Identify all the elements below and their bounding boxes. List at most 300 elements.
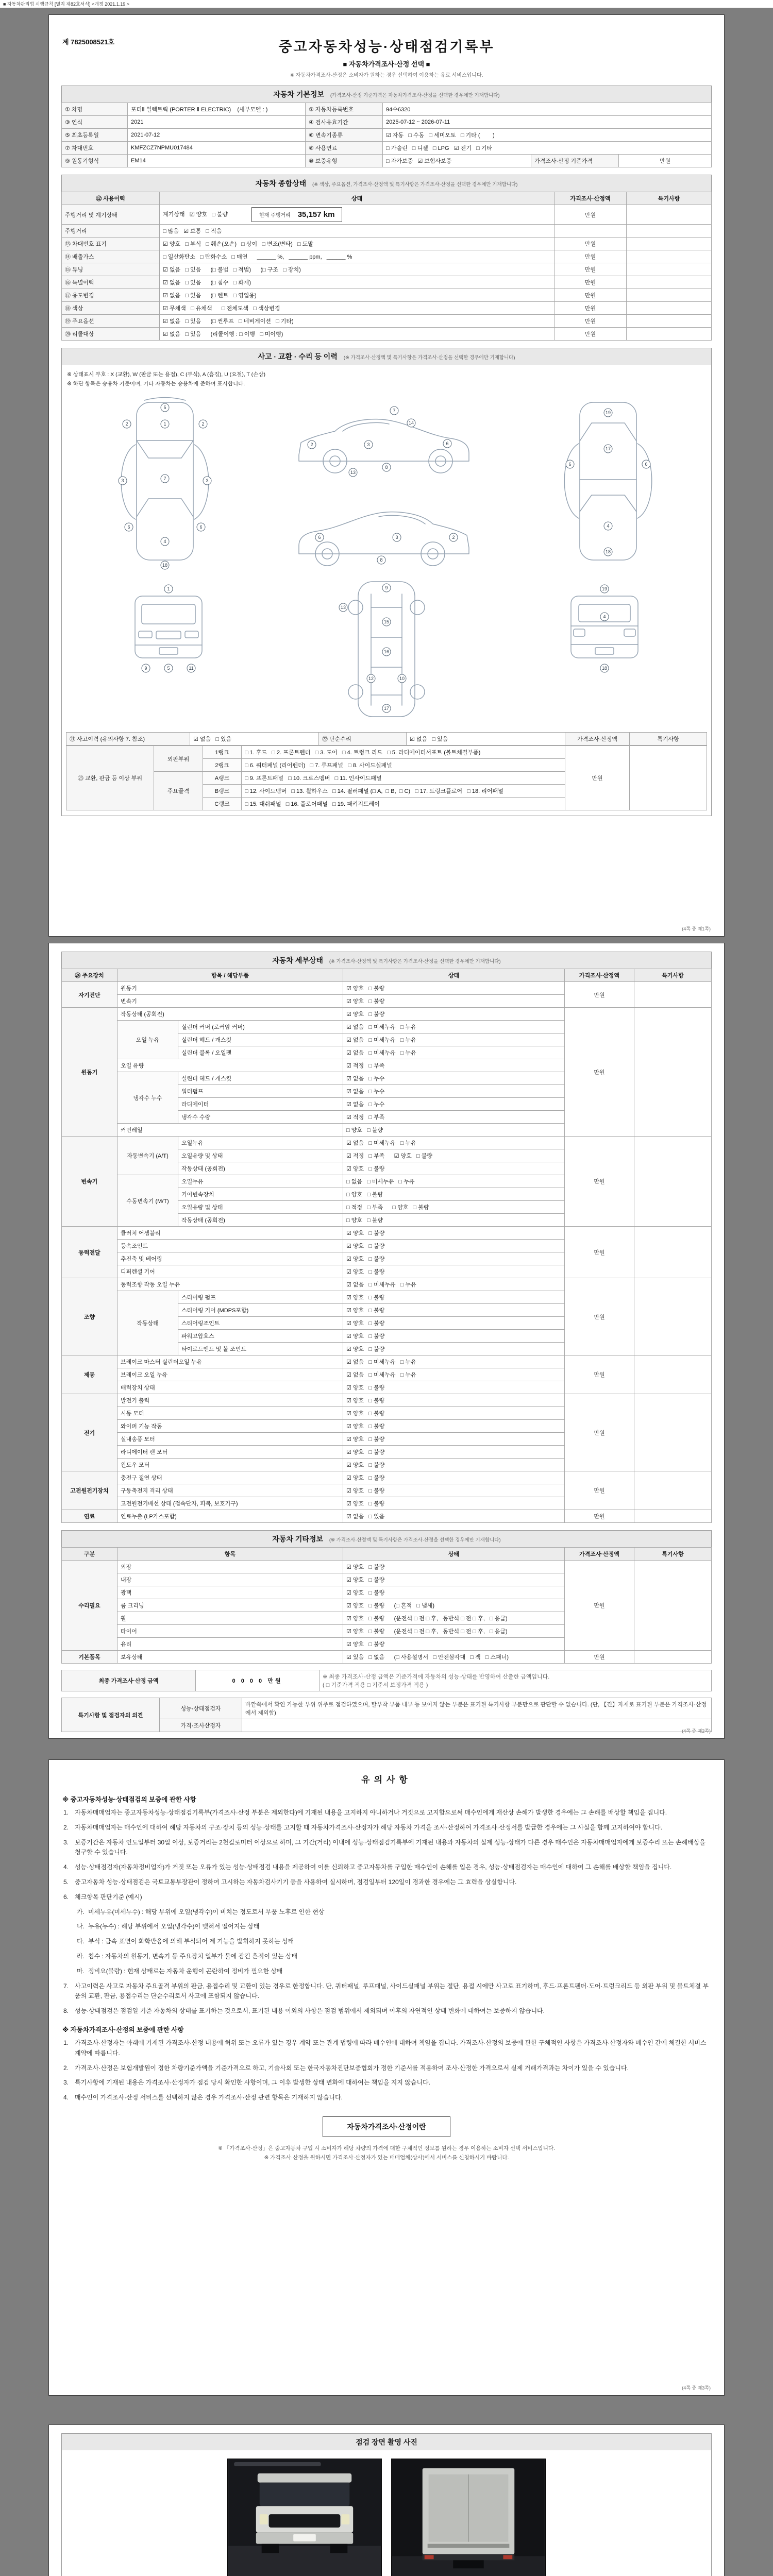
- exchange-remark-cell: [630, 746, 707, 810]
- item-label: 워터펌프: [178, 1085, 343, 1098]
- item-label: 휠: [117, 1612, 343, 1625]
- note-item: 7. 사고이력은 사고로 자동차 주요골격 부위의 판금, 용접수리 및 교환이 있는 경우로 한정합니다. 단, 쿼터패널, 루프패널, 사이드실패널 부위는 절단, 용접 시에만 사고로 표기하며, 후드·프론트펜더·도어·트렁크리드 등 외판 부위 및 볼트체결 부품의 교환, 판금, 용접수리는 단순수리로서 사고에 포함되지 않습니다.: [63, 1982, 709, 2000]
- remark-cell: [634, 1355, 712, 1394]
- price-cell: 만원: [554, 315, 627, 328]
- device-label: 전기: [62, 1394, 117, 1471]
- final-price-value: 0 0 0 0 만원: [196, 1670, 320, 1691]
- item-label: 유리: [117, 1638, 343, 1651]
- remark-cell: [634, 1278, 712, 1355]
- item-label: 냉각수 수량: [178, 1111, 343, 1124]
- note-item: 6. 체크항목 판단기준 (예시): [63, 1893, 142, 1901]
- price-column-header: 가격조사·산정액: [565, 733, 630, 745]
- svg-text:6: 6: [446, 441, 449, 446]
- svg-text:2: 2: [452, 535, 455, 540]
- device-label: 조향: [62, 1278, 117, 1355]
- rank-a-label: A랭크: [203, 772, 242, 785]
- state-checkboxes: ☑ 양호 □ 불량: [343, 1008, 565, 1021]
- opinion-row: [62, 1719, 712, 1732]
- svg-text:3: 3: [367, 442, 370, 447]
- price-cell: 만원: [565, 982, 634, 1008]
- svg-text:6: 6: [199, 524, 203, 530]
- price-cell: 만원: [565, 1561, 634, 1651]
- usage-history-label: 주행거리 및 계기상태: [62, 205, 160, 225]
- diagram-front-view: [107, 575, 230, 725]
- svg-text:14: 14: [408, 420, 414, 426]
- price-cell: 만원: [554, 289, 627, 302]
- registration-number-value: 94수6320: [383, 103, 712, 116]
- vin-label: ⑦ 차대번호: [62, 142, 128, 155]
- svg-text:17: 17: [383, 706, 389, 711]
- state-checkboxes: ☑ 양호 □ 불량: [343, 1381, 565, 1394]
- first-registration-value: 2021-07-12: [128, 129, 306, 142]
- state-checkboxes: ☑ 양호 □ 불량: [343, 1291, 565, 1304]
- svg-text:2: 2: [125, 421, 128, 427]
- price-cell: 만원: [554, 302, 627, 315]
- state-checkboxes: ☑ 양호 □ 불량: [343, 1484, 565, 1497]
- item-label: 내장: [117, 1573, 343, 1586]
- svg-text:6: 6: [645, 462, 648, 467]
- state-checkboxes: ☑ 없음 □ 미세누유 □ 누유: [343, 1368, 565, 1381]
- state-checkboxes: ☑ 없음 □ 누수: [343, 1098, 565, 1111]
- remark-cell: [634, 1561, 712, 1651]
- device-label: 고전원전기장치: [62, 1471, 117, 1510]
- inspection-validity-label: ④ 검사유효기간: [306, 116, 383, 129]
- item-label: 커먼레일: [117, 1124, 343, 1137]
- column-state: 상태: [343, 1548, 565, 1561]
- opinion-title: 특기사항 및 점검자의 의견: [62, 1698, 160, 1732]
- diagram-side-views: [283, 392, 490, 572]
- item-label: 동력조향 작동 오일 누유: [117, 1278, 343, 1291]
- basic-row: [62, 116, 712, 129]
- remark-cell: [627, 263, 712, 276]
- item-label: 기어변속장치: [178, 1188, 343, 1201]
- svg-text:1: 1: [163, 421, 166, 427]
- state-checkboxes: ☑ 양호 □ 불량: [343, 1317, 565, 1330]
- rank-2-label: 2랭크: [203, 759, 242, 772]
- page-3: [48, 1759, 725, 2396]
- basic-row: [62, 103, 712, 116]
- state-checkboxes: ☑ 양호 □ 불량: [343, 1638, 565, 1651]
- rank-b-items: □ 12. 사이드멤버 □ 13. 휠하우스 □ 14. 필러패널 (□ A, □ B, □ C) □ 17. 트렁크플로어 □ 18. 리어패널: [242, 785, 565, 798]
- rank-c-items: □ 15. 대쉬패널 □ 16. 플로어패널 □ 19. 패키지트레이: [242, 798, 565, 810]
- state-checkboxes: ☑ 없음 □ 있음 (□ 렌트 □ 영업용): [160, 289, 554, 302]
- column-state: 상태: [160, 192, 554, 205]
- note-item: 5. 중고자동차 성능·상태점검은 국토교통부장관이 정하여 고시하는 자동차검사기기 등을 사용하여 실시하며, 점검일부터 120일이 경과한 경우에는 그 효력을 상실합니다.: [63, 1878, 517, 1886]
- state-checkboxes: ☑ 적정 □ 부족 ☑ 양호 □ 불량: [343, 1149, 565, 1162]
- svg-text:10: 10: [399, 676, 405, 681]
- page-footer: (4쪽 중 제3쪽): [682, 2385, 711, 2391]
- exchange-section-label: ㉓ 교환, 판금 등 이상 부위: [66, 746, 154, 810]
- state-checkboxes: ☑ 양호 □ 불량: [343, 1471, 565, 1484]
- note-item: 마. 정비요(불량) : 현재 상태로는 자동차 운행이 곤란하여 정비가 필요한 상태: [77, 1967, 283, 1975]
- column-category: 구분: [62, 1548, 117, 1561]
- state-checkboxes: ☑ 적정 □ 부족: [343, 1111, 565, 1124]
- svg-text:13: 13: [350, 470, 356, 475]
- state-checkboxes: ☑ 양호 □ 불량 (운전석 □ 전 □ 후, 동반석 □ 전 □ 후, □ 응급): [343, 1612, 565, 1625]
- rank-1-label: 1랭크: [203, 746, 242, 759]
- state-checkboxes: □ 일산화탄소 □ 탄화수소 □ 매연 ______ %, ______ ppm, ______ %: [160, 250, 554, 263]
- remark-cell: [627, 328, 712, 341]
- svg-text:2: 2: [201, 421, 205, 427]
- state-checkboxes: ☑ 양호 □ 불량 (운전석 □ 전 □ 후, 동반석 □ 전 □ 후, □ 응급): [343, 1625, 565, 1638]
- price-cell: 만원: [565, 1355, 634, 1394]
- usage-history-label: 주행거리: [62, 225, 160, 238]
- svg-text:9: 9: [144, 666, 147, 671]
- note-item: 3. 보증기간은 자동차 인도일부터 30일 이상, 보증거리는 2천킬로미터 이상으로 하며, 그 기간(거리) 이내에 성능·상태점검기록부에 기재된 내용과 자동차의 실제 성능·상태가 다른 경우 매수인은 자동차매매업자에게 보증수리 또는 손해배상을 청구할 수 있습니다.: [63, 1838, 705, 1856]
- usage-history-label: ⑯ 특별이력: [62, 276, 160, 289]
- column-item: 항목: [117, 1548, 343, 1561]
- note-item: 1. 자동차매매업자는 중고자동차성능·상태점검기록부(가격조사·산정 부분은 제외한다)에 기재된 내용을 고지하지 아니하거나 거짓으로 고지함으로써 매수인에게 재산상 손해가 발생한 경우에는 그 손해를 배상할 책임을 집니다.: [63, 1809, 667, 1816]
- item-label: 실린더 헤드 / 개스킷: [178, 1033, 343, 1046]
- remark-cell: [627, 238, 712, 250]
- device-label: 원동기: [62, 1008, 117, 1137]
- overall-row: [62, 315, 712, 328]
- svg-text:19: 19: [602, 586, 608, 591]
- warranty-type-checkboxes: □ 자가보증 ☑ 보험사보증: [383, 155, 531, 167]
- price-survey-option-label: ■ 자동차가격조사·산정 선택 ■: [343, 60, 430, 68]
- table-row: [62, 1651, 712, 1664]
- svg-text:9: 9: [385, 585, 388, 590]
- price-cell: 만원: [565, 1471, 634, 1510]
- final-price-note: [320, 1670, 712, 1691]
- sub-group-label: 냉각수 누수: [117, 1072, 178, 1124]
- state-checkboxes: ☑ 없음 □ 있음: [343, 1510, 565, 1523]
- base-price-value: 만원: [619, 155, 712, 167]
- svg-text:7: 7: [393, 408, 396, 413]
- svg-text:17: 17: [605, 446, 611, 451]
- item-label: 오일누유: [178, 1137, 343, 1149]
- item-label: 스티어링조인트: [178, 1317, 343, 1330]
- document: [48, 14, 725, 2576]
- note-item: 4. 성능·상태점검자(자동차정비업자)가 거짓 또는 오류가 있는 성능·상태점검 내용을 제공하여 이를 신뢰하고 중고자동차를 구입한 매수인이 손해를 입은 경우, 성능·상태점검자는 매수인에 대하여 그 손해를 배상할 책임을 집니다.: [63, 1863, 672, 1871]
- item-label: 실린더 헤드 / 개스킷: [178, 1072, 343, 1085]
- item-label: 외장: [117, 1561, 343, 1573]
- price-cell: 만원: [554, 238, 627, 250]
- exchange-price-cell: 만원: [565, 746, 630, 810]
- overall-row: [62, 328, 712, 341]
- item-label: 오일 유량: [117, 1059, 343, 1072]
- rank-c-label: C랭크: [203, 798, 242, 810]
- form-title: 중고자동차성능·상태점검기록부: [278, 39, 495, 55]
- usage-history-label: ⑰ 용도변경: [62, 289, 160, 302]
- price-cell: 만원: [565, 1008, 634, 1137]
- item-label: 윈도우 모터: [117, 1459, 343, 1471]
- svg-text:18: 18: [605, 549, 611, 554]
- detail-condition-table: [61, 969, 712, 1523]
- engine-type-label: ⑨ 원동기형식: [62, 155, 128, 167]
- item-label: 라디에이터 팬 모터: [117, 1446, 343, 1459]
- remark-cell: [634, 1227, 712, 1278]
- device-label: 동력전달: [62, 1227, 117, 1278]
- state-checkboxes: ☑ 없음 □ 있음 (□ 불법 □ 적법) (□ 구조 □ 장치): [160, 263, 554, 276]
- sub-group-label: 자동변속기 (A/T): [117, 1137, 178, 1175]
- svg-text:18: 18: [162, 563, 168, 568]
- vehicle-type-legend: ※ 하단 항목은 승용차 기준이며, 기타 자동차는 승용차에 준하여 표시합니다.: [67, 381, 245, 387]
- state-checkboxes: ☑ 없음 □ 누수: [343, 1085, 565, 1098]
- usage-history-label: ⑳ 리콜대상: [62, 328, 160, 341]
- price-survey-option-note: ※ 자동차가격조사·산정은 소비자가 원하는 경우 선택하여 이용하는 유료 서비스입니다.: [290, 73, 483, 78]
- svg-text:1: 1: [167, 586, 170, 591]
- state-checkboxes: ☑ 없음 □ 미세누유 □ 누유: [343, 1137, 565, 1149]
- svg-text:3: 3: [121, 478, 124, 483]
- svg-text:13: 13: [340, 605, 346, 610]
- price-survey-definition-box: 자동차가격조사·산정이란: [323, 2116, 450, 2137]
- svg-text:16: 16: [383, 649, 389, 654]
- section-detail-condition: 자동차 세부상태 (※ 가격조사·산정액 및 특기사항은 가격조사·산정을 선택한 경우에만 기재합니다): [61, 952, 712, 969]
- price-assessor-label: 가격·조사산정자: [160, 1719, 242, 1732]
- opinion-row: [62, 1698, 712, 1719]
- section-accident-history: 사고 · 교환 · 수리 등 이력 (※ 가격조사·산정액 및 특기사항은 가격조사·산정을 선택한 경우에만 기재합니다): [61, 348, 712, 365]
- inspection-photo-front: [227, 2459, 382, 2576]
- device-label: 자기진단: [62, 982, 117, 1008]
- state-checkboxes: ☑ 없음 □ 미세누유 □ 누유: [343, 1278, 565, 1291]
- state-checkboxes: ☑ 양호 □ 불량: [343, 1265, 565, 1278]
- overall-header-row: [62, 192, 712, 205]
- state-checkboxes: □ 없음 □ 미세누유 □ 누유: [343, 1175, 565, 1188]
- item-label: 연료누출 (LP가스포함): [117, 1510, 343, 1523]
- table-row: [62, 1510, 712, 1523]
- vehicle-diagrams: [66, 389, 707, 728]
- state-checkboxes: ☑ 무채색 □ 유채색 □ 전체도색 □ 색상변경: [160, 302, 554, 315]
- state-checkboxes: ☑ 양호 □ 불량: [343, 982, 565, 995]
- state-checkboxes: ☑ 양호 □ 불량: [343, 995, 565, 1008]
- note-item: 8. 성능·상태점검은 점검일 기준 자동차의 상태를 표기하는 것으로서, 표기된 내용 이외의 사항은 점검 범위에서 제외되며 이후의 자연적인 상태 변화에 대하여는 보증하지 않습니다.: [63, 2007, 545, 2015]
- item-label: 작동상태 (공회전): [178, 1214, 343, 1227]
- price-cell: 만원: [565, 1394, 634, 1471]
- note-item: 다. 부식 : 금속 표면이 화학반응에 의해 부식되어 제 기능을 발휘하지 못하는 상태: [77, 1938, 294, 1945]
- item-label: 파워고압호스: [178, 1330, 343, 1343]
- note-item: 나. 누유(누수) : 해당 부위에서 오일(냉각수)이 맺혀서 떨어지는 상태: [77, 1923, 260, 1930]
- main-frame-label: 주요골격: [154, 772, 203, 810]
- state-checkboxes: ☑ 양호 □ 불량: [343, 1433, 565, 1446]
- state-checkboxes: ☑ 양호 □ 불량: [343, 1304, 565, 1317]
- remark-cell: [634, 1510, 712, 1523]
- table-row: [62, 1278, 712, 1291]
- basic-row: [62, 129, 712, 142]
- simple-repair-label: ㉒ 단순수리: [319, 733, 407, 745]
- svg-text:12: 12: [368, 676, 374, 681]
- overall-row: [62, 225, 712, 238]
- column-price: 가격조사·산정액: [554, 192, 627, 205]
- remark-cell: [627, 250, 712, 263]
- transmission-checkboxes: ☑ 자동 □ 수동 □ 세미오토 □ 기타 ( ): [383, 129, 712, 142]
- fuel-label: ⑧ 사용연료: [306, 142, 383, 155]
- state-checkboxes: ☑ 양호 □ 불량: [343, 1252, 565, 1265]
- item-label: 타이어: [117, 1625, 343, 1638]
- base-price-label: 가격조사·산정 기준가격: [531, 155, 619, 167]
- state-checkboxes: ☑ 없음 □ 있음 (□ 침수 □ 화재): [160, 276, 554, 289]
- inspector-opinion-text: 바깥쪽에서 확인 가능한 부위 위주로 점검하였으며, 탈부착 부품 내부 등 보이지 않는 부분은 표기된 특기사항 부분만으로 판단할 수 없습니다. (단, 【견】자재로 표기된 부분은 가격조사·산정에서 제외함): [242, 1698, 712, 1719]
- section-other-info: 자동차 기타정보 (※ 가격조사·산정액 및 특기사항은 가격조사·산정을 선택한 경우에만 기재합니다): [61, 1530, 712, 1547]
- remark-cell: [634, 982, 712, 1008]
- svg-text:18: 18: [602, 666, 608, 671]
- svg-text:7: 7: [163, 476, 166, 481]
- item-label: 오일유량 및 상태: [178, 1201, 343, 1214]
- device-label: 변속기: [62, 1137, 117, 1227]
- state-checkboxes: □ 양호 □ 불량: [343, 1214, 565, 1227]
- final-price-table: [61, 1670, 712, 1691]
- accident-row: [66, 733, 707, 745]
- state-checkboxes: ☑ 양호 □ 불량: [343, 1343, 565, 1355]
- item-label: 추진축 및 베어링: [117, 1252, 343, 1265]
- column-remark: 특기사항: [634, 1548, 712, 1561]
- svg-text:8: 8: [385, 465, 388, 470]
- state-checkboxes: □ 양호 □ 불량: [343, 1188, 565, 1201]
- overall-row: [62, 302, 712, 315]
- exchange-row: [66, 746, 707, 759]
- price-survey-footnote-2: ※ 가격조사·산정을 원하시면 가격조사·산정자가 있는 매매업체(상사)에서 서비스를 신청하시기 바랍니다.: [264, 2154, 509, 2161]
- svg-text:4: 4: [607, 523, 610, 529]
- remark-cell: [634, 1471, 712, 1510]
- notes-list-price: [61, 2038, 712, 2103]
- price-cell: 만원: [565, 1137, 634, 1227]
- note-item: 가. 미세누유(미세누수) : 해당 부위에 오일(냉각수)이 비치는 정도로서 부품 노후로 인한 현상: [77, 1908, 325, 1916]
- inspector-opinion-table: [61, 1698, 712, 1732]
- state-checkboxes: ☑ 양호 □ 불량: [343, 1162, 565, 1175]
- table-row: [62, 982, 712, 995]
- fuel-checkboxes: □ 가솔린 □ 디젤 □ LPG ☑ 전기 □ 기타: [383, 142, 712, 155]
- final-price-row: [62, 1670, 712, 1691]
- state-checkboxes: □ 많음 ☑ 보통 □ 적음: [160, 225, 554, 238]
- item-label: 등속조인트: [117, 1240, 343, 1252]
- price-cell: 만원: [554, 263, 627, 276]
- final-price-label: 최종 가격조사·산정 금액: [62, 1670, 196, 1691]
- accident-history-label: ㉑ 사고이력 (유의사항 7. 참조): [66, 733, 190, 745]
- item-label: 실린더 블록 / 오일팬: [178, 1046, 343, 1059]
- price-survey-footnote-1: ※ 「가격조사·산정」은 중고자동차 구입 시 소비자가 해당 차량의 가격에 대한 구체적인 정보를 원하는 경우 이용하는 소비자 선택 서비스입니다.: [218, 2145, 555, 2151]
- state-checkboxes: ☑ 양호 □ 불량: [343, 1227, 565, 1240]
- diagram-top-unfolded-view: [88, 392, 242, 572]
- accident-history-checkboxes: ☑ 없음 □ 있음: [190, 733, 319, 745]
- overall-condition-table: [61, 192, 712, 341]
- column-price: 가격조사·산정액: [565, 969, 634, 982]
- vehicle-name-label: ① 차명: [62, 103, 128, 116]
- remark-cell: [634, 1394, 712, 1471]
- state-checkboxes: ☑ 양호 □ 불량: [343, 1330, 565, 1343]
- svg-text:8: 8: [380, 557, 383, 563]
- page-footer: (4쪽 중 제2쪽): [682, 1728, 711, 1734]
- state-checkboxes: ☑ 있음 □ 없음 (□ 사용설명서 □ 안전삼각대 □ 잭 □ 스패너): [343, 1651, 565, 1664]
- note-item: 2. 가격조사·산정은 보험개발원이 정한 차량기준가액을 기준가격으로 하고, 기술사회 또는 한국자동차진단보증협회가 정한 기준서를 적용하여 조사·산정한 가격으로서 실제 거래가격과는 차이가 있을 수 있습니다.: [63, 2064, 629, 2072]
- section-basic-info: 자동차 기본정보 (가격조사·산정 기준가격은 자동차가격조사·산정을 선택한 경우에만 기재합니다): [61, 86, 712, 103]
- current-mileage-box: 현재 주행거리 35,157 km: [251, 207, 342, 222]
- sub-group-label: 수동변속기 (M/T): [117, 1175, 178, 1227]
- inspection-photos: [61, 2450, 712, 2576]
- table-row: [62, 1137, 712, 1149]
- svg-text:6: 6: [568, 462, 572, 467]
- section-overall-condition: 자동차 종합상태 (※ 색상, 주요옵션, 가격조사·산정액 및 특기사항은 가격조사·산정을 선택한 경우에만 기재합니다): [61, 175, 712, 192]
- vehicle-name-value: 포터Ⅱ 일렉트릭 (PORTER Ⅱ ELECTRIC) (세부모델 : ): [128, 103, 306, 116]
- transmission-label: ⑥ 변속기종류: [306, 129, 383, 142]
- note-item: 라. 침수 : 자동차의 원동기, 변속기 등 주요장치 일부가 물에 잠긴 흔적이 있는 상태: [77, 1952, 298, 1960]
- note-item: 4. 매수인이 가격조사·산정 서비스를 선택하지 않은 경우 가격조사·산정 관련 항목은 기재하지 않습니다.: [63, 2094, 343, 2102]
- usage-history-label: ⑲ 주요옵션: [62, 315, 160, 328]
- column-remark: 특기사항: [627, 192, 712, 205]
- state-code-legend: ※ 상태표시 부호 : X (교환), W (판금 또는 용접), C (부식), A (흠집), U (요철), T (손상): [67, 371, 265, 378]
- overall-row: [62, 250, 712, 263]
- table-row: [62, 1008, 712, 1021]
- notes-title: 유의사항: [361, 1775, 412, 1785]
- state-checkboxes: ☑ 양호 □ 불량 (□ 흔적 □ 냄새): [343, 1599, 565, 1612]
- form-reference-note: ■ 자동차관리법 시행규칙 [별지 제82호서식] <개정 2021.1.19.>: [0, 0, 773, 8]
- item-label: 클러치 어셈블리: [117, 1227, 343, 1240]
- final-price-note-line1: ※ 최종 가격조사·산정 금액은 기준가격에 자동차의 성능·상태를 반영하여 산출한 금액입니다.: [323, 1674, 550, 1680]
- price-assessor-opinion-text: [242, 1719, 712, 1732]
- column-item: 항목 / 해당부품: [117, 969, 343, 982]
- overall-row: [62, 238, 712, 250]
- simple-repair-checkboxes: ☑ 없음 □ 있음: [407, 733, 565, 745]
- rank-2-items: □ 6. 쿼터패널 (리어펜더) □ 7. 루프패널 □ 8. 사이드실패널: [242, 759, 565, 772]
- state-checkboxes: □ 양호 □ 불량: [343, 1124, 565, 1137]
- basic-row: [62, 142, 712, 155]
- state-checkboxes: ☑ 양호 □ 불량: [343, 1561, 565, 1573]
- rank-a-items: □ 9. 프론트패널 □ 10. 크로스멤버 □ 11. 인사이드패널: [242, 772, 565, 785]
- column-state: 상태: [343, 969, 565, 982]
- svg-text:15: 15: [383, 619, 389, 624]
- item-label: 타이로드엔드 및 볼 조인트: [178, 1343, 343, 1355]
- diagram-rear-view: [543, 575, 666, 725]
- accident-summary-table: [66, 732, 707, 745]
- remark-cell: [627, 205, 712, 225]
- usage-history-label: ⑬ 차대번호 표기: [62, 238, 160, 250]
- state-checkboxes: ☑ 양호 □ 불량: [343, 1420, 565, 1433]
- usage-history-label: ⑮ 튜닝: [62, 263, 160, 276]
- state-checkboxes: 계기상태 ☑ 양호 □ 불량 현재 주행거리 35,157 km: [160, 205, 554, 225]
- remark-column-header: 특기사항: [630, 733, 707, 745]
- item-label: 오일유량 및 상태: [178, 1149, 343, 1162]
- exchange-panel-table: [66, 745, 707, 810]
- price-cell: [554, 225, 627, 238]
- document-number: 제 7825008521호: [62, 38, 115, 46]
- svg-text:3: 3: [395, 535, 398, 540]
- remark-cell: [627, 225, 712, 238]
- column-usage-history: ⑫ 사용이력: [62, 192, 160, 205]
- state-checkboxes: ☑ 없음 □ 미세누유 □ 누유: [343, 1021, 565, 1033]
- remark-cell: [627, 302, 712, 315]
- svg-text:6: 6: [127, 524, 130, 530]
- item-label: 발전기 출력: [117, 1394, 343, 1407]
- overall-row: [62, 289, 712, 302]
- state-checkboxes: ☑ 없음 □ 있음 (리콜이행 : □ 이행 □ 미이행): [160, 328, 554, 341]
- item-label: 충전구 절연 상태: [117, 1471, 343, 1484]
- svg-text:5: 5: [163, 405, 166, 410]
- device-label: 기본품목: [62, 1651, 117, 1664]
- table-row: [62, 1471, 712, 1484]
- page-footer: (4쪽 중 제1쪽): [682, 926, 711, 931]
- price-cell: 만원: [565, 1510, 634, 1523]
- notes-list-performance: [61, 1808, 712, 2016]
- state-checkboxes: ☑ 양호 □ 불량: [343, 1407, 565, 1420]
- notes-heading-performance: ※ 중고자동차성능·상태점검의 보증에 관한 사항: [62, 1796, 196, 1803]
- item-label: 브레이크 마스터 실린더오일 누유: [117, 1355, 343, 1368]
- column-device: ㉔ 주요장치: [62, 969, 117, 982]
- item-label: 광택: [117, 1586, 343, 1599]
- item-label: 실린더 커버 (로커암 커버): [178, 1021, 343, 1033]
- sub-group-label: 작동상태: [117, 1291, 178, 1355]
- item-label: 실내송풍 모터: [117, 1433, 343, 1446]
- item-label: 브레이크 오일 누유: [117, 1368, 343, 1381]
- device-label: 수리필요: [62, 1561, 117, 1651]
- state-checkboxes: ☑ 없음 □ 미세누유 □ 누유: [343, 1033, 565, 1046]
- accident-history-body: [61, 365, 712, 816]
- state-checkboxes: ☑ 없음 □ 누수: [343, 1072, 565, 1085]
- model-year-value: 2021: [128, 116, 306, 129]
- price-cell: 만원: [565, 1278, 634, 1355]
- table-row: [62, 1355, 712, 1368]
- state-checkboxes: ☑ 없음 □ 있음 (□ 썬루프 □ 네비게이션 □ 기타): [160, 315, 554, 328]
- item-label: 와이퍼 기능 작동: [117, 1420, 343, 1433]
- price-cell: 만원: [554, 328, 627, 341]
